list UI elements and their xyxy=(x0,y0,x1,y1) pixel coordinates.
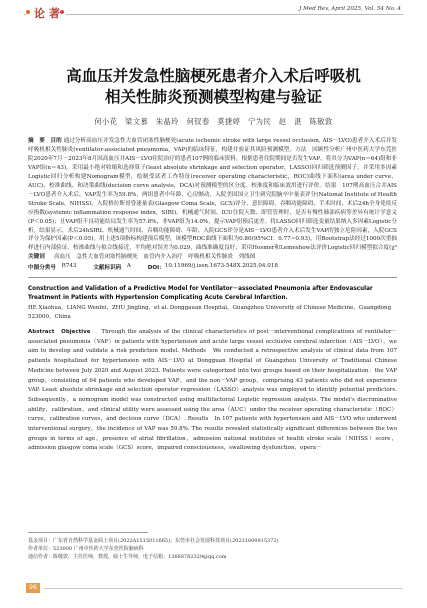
keywords-label: 关键词 xyxy=(28,254,45,260)
running-head: J Med Rev, April 2025, Vol. 54 No. 4 xyxy=(299,6,401,12)
page-number: 96 xyxy=(26,583,40,593)
doi-value: 10.11969/j.issn.1673-548X.2025.04.018 xyxy=(164,263,278,269)
footnote-rule xyxy=(28,532,148,533)
footer-rule xyxy=(44,588,403,589)
english-authors: HE Xiaohua，LIANG Wenfei，ZHU Jingling，et al. Donggauan Hospital，Guangzhou University of Chinese Medicine，Guangdong 523000，China xyxy=(28,305,392,320)
abstract-en-label: Abstract Objective xyxy=(28,329,91,335)
english-title: Construction and Validation of a Predictive Model for Ventilator－associated Pneumonia after Endovascular Treatment in Patients with Hypertension Complicating Acute Cerebral Infarction. xyxy=(28,286,373,301)
keywords xyxy=(28,252,397,260)
clc-label: 中图分类号 xyxy=(28,265,56,271)
footnotes xyxy=(28,537,397,562)
abstract-cn-text: 通过分析高血压并发急性大血管闭塞性脑梗死(acute ischemic stroke with large vessel occlusion, AIS－LVO)患者介入术后并发呼吸机相关性肺炎(ventilator-associated pneumonia，VAP)的临床特征，构建并验证其风险预测模型。方法 回顾性分析广州中医药大学东莞医院2020年7月－2023年8月因高血压并AIS－LVO住院治疗的患者107例的临床资料，根据患者住院期间是否发生VAP，将其分为VAP(n＝64)组和非VAP组(n＝43)。采用最小绝对收缩和选择算子(least absolute shrinkage and selection operator，LASSO)回归筛选预测因子，并采用多因素Logistic回归分析构建Nomogram模型，绘制受试者工作特征(receiver operating characteristic，ROC)曲线下面积(area under curve，AUC)、校准曲线、和决策曲线(decision curve analysis，DCA)对预测模型的区分度、校准度和临床效用进行评价。结果 107例高血压合并AIS－LVO患者介入术后，VAP发生率为59.8%，两组患者中年龄、心房颤动、入院美国国立卫生研究院脑卒中量表评分(National Institute of Health Stroke Scale，NIHSS)、入院格拉斯哥昏迷量表(Glasgow Coma Scale，GCS)评分、意识障碍、吞咽功能障碍、手术时间、术后24h全身免疫反应指数(systemic inflammation response index，SIRI)、机械通气时间、ICU住院天数、即管管理时、是否有慢性肺部疾病等差异有统计学意义(P＜0.05)；且VAP组不良功能结局发生率为57.8%，非VAP组为14.0%，提示VAP组预后更差。将LASSO回归筛选变量结果纳入多因素Logistic分析，结果显示，术后24hSIRI、机械通气时间、吞咽功能障碍、年龄、入院GCS评分是AIS－LVO患者介入术后发生VAP的独立危险因素，入院GCS评分为保护因素(P＜0.05)。用上述5项指标构建预后模型，该模型ROC曲线下面积为0.80(95%CI：0.77~0.93)，用Bootstrap法经过1000次重抽样进行内部验证，校准曲线与拟合线接近，平均绝对误差为0.029，曲线准确度良好；采用Hosmer和Lemeshow法评价Logistic回归模型拟合度(χ² xyxy=(28,138,397,251)
english-abstract xyxy=(28,328,397,528)
section-badge xyxy=(26,4,66,20)
badge-dot-right xyxy=(60,10,64,14)
footnote-correspondence: 通信作者：陈敬敦，主任医师，教授，硕士生导师，电子信箱：13668782329@qq.com xyxy=(28,554,227,561)
article-title xyxy=(0,66,427,108)
doc-value: A xyxy=(126,263,131,269)
author-list: 何小花 梁文慕 朱晶玲 何钗春 莫捷婷 宁为民 赵 湛 陈敬敦 xyxy=(94,117,333,126)
title-line-2: 相关性肺炎预测模型构建与验证 xyxy=(104,88,322,106)
footnote-funding: 基金项目：广东省自然科学基金面上项目(2022A1515011665)；东莞市社会发展科技项目(20231800915372) xyxy=(28,538,279,544)
title-line-1: 高血压并发急性脑梗死患者介入术后呼吸机 xyxy=(66,67,361,85)
doc-label: 文献标识码 xyxy=(93,265,122,271)
keywords-text: 高血压 急性大血管闭塞性脑梗死 血管内介入治疗 呼吸机相关性肺炎 列线图 xyxy=(53,254,256,260)
abstract-en-text: Through the analysis of the clinical characteristics of post－interventional complications of ventilator－associated pneumonia（VAP）in patients with hypertension and acute large vessel occlusive cerebral infarction（AIS－LVO），we aim to develop and validate a risk prediction model. Methods We conducted a retrospective analysis of clinical data from 107 patients hospitalized for hypertension with AIS－LVO at Dongguan Hospital of Guangzhou University of Traditional Chinese Medicine between July 2020 and August 2023. Patients were categorized into two groups based on their hospitalization：the VAP group，consisting of 64 patients who developed VAP，and the non－VAP group，comprising 43 patients who did not experience VAP. Least absolute shrinkage and selection operator regression（LASSO）analysis was employed to identify potential predictors. Subsequently，a nomogram model was constructed using multifactorial Logistic regression analysis. The model's discriminative ability，calibration，and clinical utility were assessed using the area（AUC）under the receiver operating characteristic（ROC）curve，calibration curves，and decision curve（DCA）. Results In 107 patients with hypertension and AIS－LVO who underwent interventional surgery，the incidence of VAP was 59.8%. The results revealed statistically significant differences between the two groups in terms of age，presence of atrial fibrillation，admission national institutes of health stroke scale（NIHSS）score，admission glasgow coma scale（GCS）score，impaired consciousness，swallowing dysfunction，opera－ xyxy=(28,329,397,452)
doi-label: DOI： xyxy=(147,265,165,271)
classification-line xyxy=(28,263,397,271)
section-label: 论 著 xyxy=(34,7,60,20)
badge-dot-left xyxy=(26,10,30,14)
header-rule xyxy=(24,14,403,15)
section-divider xyxy=(28,277,397,278)
chinese-abstract xyxy=(28,137,397,251)
abstract-cn-label: 摘 要 目的 xyxy=(28,138,62,144)
footnote-affiliation: 作者单位：523000 广州中医药大学东莞医院脑病科 xyxy=(28,546,144,553)
clc-value: R743 xyxy=(61,263,77,269)
